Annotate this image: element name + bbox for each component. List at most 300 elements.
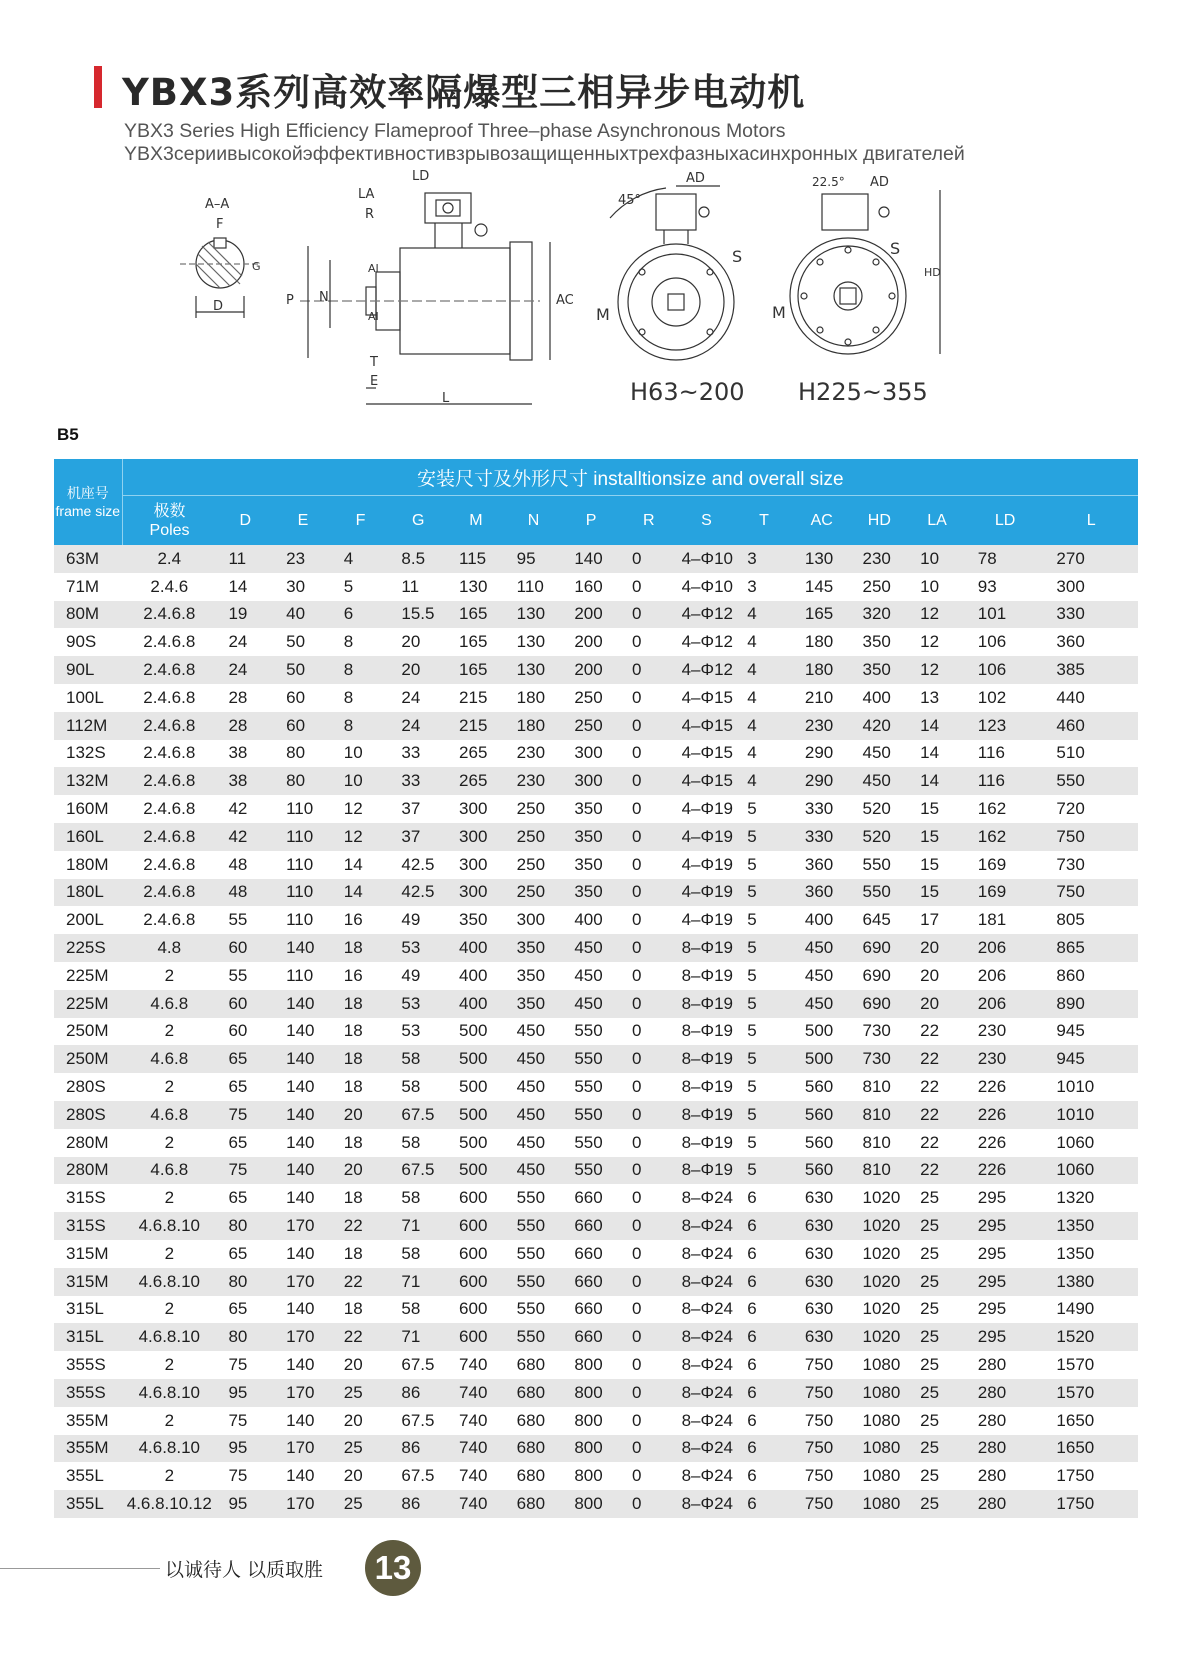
value-cell: 300 xyxy=(447,795,505,823)
value-cell: 11 xyxy=(216,545,274,573)
value-cell: 1060 xyxy=(1044,1129,1138,1157)
value-cell: 450 xyxy=(562,990,620,1018)
table-row xyxy=(54,879,1138,907)
value-cell: 200 xyxy=(562,628,620,656)
value-cell: 250 xyxy=(562,712,620,740)
value-cell: 1020 xyxy=(851,1268,909,1296)
column-header-s: S xyxy=(678,496,736,546)
value-cell: 12 xyxy=(908,628,966,656)
value-cell: 140 xyxy=(274,934,332,962)
frame-size-cell: 225M xyxy=(54,990,122,1018)
value-cell: 690 xyxy=(851,990,909,1018)
value-cell: 6 xyxy=(735,1462,793,1490)
value-cell: 550 xyxy=(505,1323,563,1351)
value-cell: 53 xyxy=(389,990,447,1018)
value-cell: 215 xyxy=(447,684,505,712)
value-cell: 13 xyxy=(908,684,966,712)
value-cell: 22 xyxy=(332,1323,390,1351)
value-cell: 0 xyxy=(620,1435,678,1463)
value-cell: 295 xyxy=(966,1240,1045,1268)
value-cell: 865 xyxy=(1044,934,1138,962)
value-cell: 810 xyxy=(851,1129,909,1157)
value-cell: 6 xyxy=(735,1407,793,1435)
value-cell: 162 xyxy=(966,823,1045,851)
value-cell: 8–Φ19 xyxy=(678,1045,736,1073)
value-cell: 1020 xyxy=(851,1212,909,1240)
value-cell: 300 xyxy=(562,767,620,795)
value-cell: 660 xyxy=(562,1268,620,1296)
value-cell: 14 xyxy=(332,879,390,907)
value-cell: 25 xyxy=(908,1490,966,1518)
table-row xyxy=(54,1045,1138,1073)
value-cell: 5 xyxy=(735,795,793,823)
value-cell: 42.5 xyxy=(389,879,447,907)
value-cell: 450 xyxy=(562,934,620,962)
value-cell: 350 xyxy=(505,934,563,962)
svg-text:AI: AI xyxy=(368,310,379,323)
value-cell: 550 xyxy=(851,879,909,907)
value-cell: 1080 xyxy=(851,1462,909,1490)
value-cell: 450 xyxy=(851,740,909,768)
value-cell: 0 xyxy=(620,1379,678,1407)
value-cell: 20 xyxy=(908,934,966,962)
value-cell: 295 xyxy=(966,1268,1045,1296)
value-cell: 130 xyxy=(447,573,505,601)
value-cell: 265 xyxy=(447,740,505,768)
value-cell: 280 xyxy=(966,1435,1045,1463)
value-cell: 1380 xyxy=(1044,1268,1138,1296)
value-cell: 0 xyxy=(620,1490,678,1518)
value-cell: 560 xyxy=(793,1101,851,1129)
value-cell: 0 xyxy=(620,740,678,768)
value-cell: 250 xyxy=(851,573,909,601)
value-cell: 630 xyxy=(793,1296,851,1324)
value-cell: 1020 xyxy=(851,1296,909,1324)
value-cell: 95 xyxy=(216,1379,274,1407)
value-cell: 450 xyxy=(505,1157,563,1185)
table-row xyxy=(54,1296,1138,1324)
frame-size-cell: 80M xyxy=(54,601,122,629)
value-cell: 86 xyxy=(389,1490,447,1518)
value-cell: 0 xyxy=(620,1407,678,1435)
value-cell: 0 xyxy=(620,656,678,684)
value-cell: 30 xyxy=(274,573,332,601)
value-cell: 22 xyxy=(332,1212,390,1240)
value-cell: 600 xyxy=(447,1296,505,1324)
value-cell: 4–Φ12 xyxy=(678,628,736,656)
value-cell: 8–Φ19 xyxy=(678,1018,736,1046)
value-cell: 60 xyxy=(216,990,274,1018)
value-cell: 350 xyxy=(447,906,505,934)
value-cell: 102 xyxy=(966,684,1045,712)
value-cell: 1080 xyxy=(851,1490,909,1518)
value-cell: 660 xyxy=(562,1296,620,1324)
value-cell: 180 xyxy=(793,628,851,656)
value-cell: 60 xyxy=(216,934,274,962)
value-cell: 8–Φ19 xyxy=(678,962,736,990)
column-header-f: F xyxy=(332,496,390,546)
value-cell: 600 xyxy=(447,1240,505,1268)
value-cell: 500 xyxy=(447,1129,505,1157)
value-cell: 300 xyxy=(505,906,563,934)
value-cell: 162 xyxy=(966,795,1045,823)
table-body xyxy=(54,545,1138,1518)
value-cell: 0 xyxy=(620,628,678,656)
value-cell: 38 xyxy=(216,767,274,795)
value-cell: 680 xyxy=(505,1462,563,1490)
column-header-e: E xyxy=(274,496,332,546)
value-cell: 15 xyxy=(908,795,966,823)
value-cell: 450 xyxy=(562,962,620,990)
value-cell: 206 xyxy=(966,962,1045,990)
value-cell: 4–Φ15 xyxy=(678,767,736,795)
frame-size-cell: 355S xyxy=(54,1351,122,1379)
dimension-table xyxy=(54,459,1138,1518)
value-cell: 1080 xyxy=(851,1407,909,1435)
value-cell: 0 xyxy=(620,1240,678,1268)
value-cell: 0 xyxy=(620,795,678,823)
value-cell: 4–Φ19 xyxy=(678,851,736,879)
value-cell: 5 xyxy=(735,962,793,990)
value-cell: 800 xyxy=(562,1462,620,1490)
value-cell: 550 xyxy=(562,1045,620,1073)
value-cell: 660 xyxy=(562,1240,620,1268)
value-cell: 500 xyxy=(793,1018,851,1046)
frame-size-cell: 71M xyxy=(54,573,122,601)
value-cell: 8–Φ24 xyxy=(678,1240,736,1268)
value-cell: 1570 xyxy=(1044,1379,1138,1407)
table-row xyxy=(54,934,1138,962)
table-row xyxy=(54,906,1138,934)
value-cell: 67.5 xyxy=(389,1407,447,1435)
frame-size-cell: 355L xyxy=(54,1462,122,1490)
value-cell: 140 xyxy=(274,990,332,1018)
value-cell: 95 xyxy=(216,1490,274,1518)
svg-text:G: G xyxy=(252,260,261,273)
value-cell: 6 xyxy=(735,1184,793,1212)
value-cell: 60 xyxy=(274,684,332,712)
value-cell: 22 xyxy=(908,1045,966,1073)
value-cell: 520 xyxy=(851,823,909,851)
value-cell: 65 xyxy=(216,1240,274,1268)
value-cell: 1020 xyxy=(851,1240,909,1268)
poles-cell: 2.4.6.8 xyxy=(122,823,216,851)
value-cell: 14 xyxy=(332,851,390,879)
value-cell: 110 xyxy=(274,906,332,934)
frame-size-cell: 315L xyxy=(54,1296,122,1324)
value-cell: 140 xyxy=(274,1407,332,1435)
value-cell: 18 xyxy=(332,1045,390,1073)
value-cell: 20 xyxy=(908,962,966,990)
value-cell: 14 xyxy=(908,740,966,768)
value-cell: 25 xyxy=(908,1212,966,1240)
value-cell: 645 xyxy=(851,906,909,934)
value-cell: 75 xyxy=(216,1462,274,1490)
table-row xyxy=(54,795,1138,823)
column-header-p: P xyxy=(562,496,620,546)
value-cell: 226 xyxy=(966,1101,1045,1129)
poles-cell: 2 xyxy=(122,962,216,990)
value-cell: 180 xyxy=(505,712,563,740)
frame-size-cell: 160M xyxy=(54,795,122,823)
poles-cell: 2.4.6.8 xyxy=(122,712,216,740)
value-cell: 8 xyxy=(332,712,390,740)
value-cell: 0 xyxy=(620,1462,678,1490)
value-cell: 560 xyxy=(793,1157,851,1185)
table-row xyxy=(54,1240,1138,1268)
value-cell: 1080 xyxy=(851,1379,909,1407)
value-cell: 660 xyxy=(562,1212,620,1240)
frame-size-cell: 280M xyxy=(54,1129,122,1157)
poles-cell: 2 xyxy=(122,1073,216,1101)
value-cell: 215 xyxy=(447,712,505,740)
value-cell: 75 xyxy=(216,1351,274,1379)
value-cell: 4 xyxy=(735,740,793,768)
value-cell: 1650 xyxy=(1044,1435,1138,1463)
poles-cell: 4.6.8.10 xyxy=(122,1379,216,1407)
value-cell: 500 xyxy=(447,1157,505,1185)
value-cell: 4–Φ15 xyxy=(678,712,736,740)
table-row xyxy=(54,1323,1138,1351)
value-cell: 75 xyxy=(216,1101,274,1129)
poles-cell: 2.4.6.8 xyxy=(122,684,216,712)
value-cell: 8 xyxy=(332,684,390,712)
svg-text:HD: HD xyxy=(924,266,941,279)
value-cell: 0 xyxy=(620,962,678,990)
value-cell: 226 xyxy=(966,1073,1045,1101)
value-cell: 28 xyxy=(216,684,274,712)
value-cell: 25 xyxy=(908,1462,966,1490)
value-cell: 110 xyxy=(274,795,332,823)
table-row xyxy=(54,767,1138,795)
value-cell: 0 xyxy=(620,573,678,601)
value-cell: 8–Φ24 xyxy=(678,1184,736,1212)
value-cell: 0 xyxy=(620,545,678,573)
value-cell: 86 xyxy=(389,1435,447,1463)
value-cell: 720 xyxy=(1044,795,1138,823)
value-cell: 58 xyxy=(389,1296,447,1324)
value-cell: 5 xyxy=(735,906,793,934)
value-cell: 550 xyxy=(562,1073,620,1101)
value-cell: 500 xyxy=(447,1018,505,1046)
value-cell: 0 xyxy=(620,906,678,934)
value-cell: 945 xyxy=(1044,1045,1138,1073)
value-cell: 165 xyxy=(447,601,505,629)
value-cell: 4 xyxy=(735,628,793,656)
value-cell: 20 xyxy=(332,1351,390,1379)
value-cell: 250 xyxy=(505,823,563,851)
frame-size-cell: 315L xyxy=(54,1323,122,1351)
side-view-drawing xyxy=(286,169,574,406)
poles-cell: 2 xyxy=(122,1462,216,1490)
value-cell: 71 xyxy=(389,1323,447,1351)
value-cell: 169 xyxy=(966,879,1045,907)
table-row xyxy=(54,1212,1138,1240)
value-cell: 230 xyxy=(793,712,851,740)
value-cell: 140 xyxy=(274,1157,332,1185)
value-cell: 295 xyxy=(966,1296,1045,1324)
caption-small-frames: H63~200 xyxy=(630,378,745,406)
value-cell: 1010 xyxy=(1044,1101,1138,1129)
value-cell: 810 xyxy=(851,1157,909,1185)
value-cell: 140 xyxy=(562,545,620,573)
table-row xyxy=(54,1379,1138,1407)
value-cell: 58 xyxy=(389,1240,447,1268)
value-cell: 20 xyxy=(332,1157,390,1185)
column-header-ld: LD xyxy=(966,496,1045,546)
value-cell: 71 xyxy=(389,1212,447,1240)
value-cell: 350 xyxy=(505,962,563,990)
value-cell: 20 xyxy=(332,1407,390,1435)
table-row xyxy=(54,990,1138,1018)
value-cell: 25 xyxy=(908,1323,966,1351)
value-cell: 0 xyxy=(620,851,678,879)
value-cell: 4–Φ12 xyxy=(678,601,736,629)
table-row xyxy=(54,1184,1138,1212)
value-cell: 42 xyxy=(216,795,274,823)
value-cell: 8–Φ24 xyxy=(678,1351,736,1379)
value-cell: 22 xyxy=(908,1129,966,1157)
value-cell: 630 xyxy=(793,1268,851,1296)
value-cell: 50 xyxy=(274,628,332,656)
value-cell: 130 xyxy=(505,628,563,656)
value-cell: 8–Φ24 xyxy=(678,1462,736,1490)
value-cell: 14 xyxy=(908,767,966,795)
value-cell: 500 xyxy=(793,1045,851,1073)
svg-text:AD: AD xyxy=(870,175,889,190)
svg-text:T: T xyxy=(370,355,378,370)
value-cell: 130 xyxy=(505,601,563,629)
value-cell: 130 xyxy=(793,545,851,573)
value-cell: 520 xyxy=(851,795,909,823)
value-cell: 300 xyxy=(1044,573,1138,601)
value-cell: 8–Φ24 xyxy=(678,1268,736,1296)
value-cell: 6 xyxy=(735,1490,793,1518)
table-row xyxy=(54,1101,1138,1129)
value-cell: 4–Φ15 xyxy=(678,740,736,768)
value-cell: 360 xyxy=(793,879,851,907)
value-cell: 330 xyxy=(793,795,851,823)
value-cell: 22 xyxy=(908,1101,966,1129)
value-cell: 226 xyxy=(966,1157,1045,1185)
poles-cell: 2 xyxy=(122,1240,216,1268)
value-cell: 110 xyxy=(274,851,332,879)
table-row xyxy=(54,1129,1138,1157)
svg-text:AD: AD xyxy=(686,171,705,186)
value-cell: 3 xyxy=(735,545,793,573)
value-cell: 18 xyxy=(332,990,390,1018)
value-cell: 18 xyxy=(332,1296,390,1324)
value-cell: 10 xyxy=(332,740,390,768)
value-cell: 4 xyxy=(735,712,793,740)
table-row xyxy=(54,1435,1138,1463)
value-cell: 25 xyxy=(908,1296,966,1324)
column-header-ac: AC xyxy=(793,496,851,546)
value-cell: 12 xyxy=(908,601,966,629)
value-cell: 8–Φ24 xyxy=(678,1379,736,1407)
value-cell: 20 xyxy=(908,990,966,1018)
value-cell: 75 xyxy=(216,1157,274,1185)
value-cell: 750 xyxy=(1044,879,1138,907)
value-cell: 5 xyxy=(735,851,793,879)
frame-size-header: 机座号 frame size xyxy=(54,459,122,545)
value-cell: 1020 xyxy=(851,1323,909,1351)
value-cell: 320 xyxy=(851,601,909,629)
value-cell: 350 xyxy=(562,851,620,879)
value-cell: 450 xyxy=(505,1018,563,1046)
value-cell: 60 xyxy=(216,1018,274,1046)
value-cell: 58 xyxy=(389,1073,447,1101)
value-cell: 48 xyxy=(216,851,274,879)
value-cell: 560 xyxy=(793,1073,851,1101)
value-cell: 170 xyxy=(274,1435,332,1463)
value-cell: 890 xyxy=(1044,990,1138,1018)
poles-cell: 4.6.8.10 xyxy=(122,1323,216,1351)
poles-cell: 4.6.8 xyxy=(122,1045,216,1073)
value-cell: 33 xyxy=(389,740,447,768)
value-cell: 200 xyxy=(562,601,620,629)
value-cell: 165 xyxy=(447,656,505,684)
value-cell: 140 xyxy=(274,1045,332,1073)
value-cell: 4 xyxy=(735,767,793,795)
value-cell: 0 xyxy=(620,1212,678,1240)
value-cell: 65 xyxy=(216,1184,274,1212)
value-cell: 170 xyxy=(274,1490,332,1518)
value-cell: 350 xyxy=(851,628,909,656)
value-cell: 80 xyxy=(216,1212,274,1240)
value-cell: 37 xyxy=(389,823,447,851)
value-cell: 12 xyxy=(332,795,390,823)
value-cell: 330 xyxy=(793,823,851,851)
value-cell: 6 xyxy=(332,601,390,629)
value-cell: 280 xyxy=(966,1407,1045,1435)
value-cell: 5 xyxy=(735,823,793,851)
value-cell: 25 xyxy=(908,1240,966,1268)
table-row xyxy=(54,712,1138,740)
value-cell: 180 xyxy=(505,684,563,712)
value-cell: 510 xyxy=(1044,740,1138,768)
value-cell: 67.5 xyxy=(389,1101,447,1129)
value-cell: 10 xyxy=(908,545,966,573)
column-header-n: N xyxy=(505,496,563,546)
value-cell: 680 xyxy=(505,1379,563,1407)
value-cell: 22 xyxy=(908,1157,966,1185)
value-cell: 5 xyxy=(735,1045,793,1073)
caption-large-frames: H225~355 xyxy=(798,378,928,406)
value-cell: 25 xyxy=(908,1184,966,1212)
value-cell: 6 xyxy=(735,1435,793,1463)
value-cell: 800 xyxy=(562,1490,620,1518)
poles-cell: 2.4.6.8 xyxy=(122,906,216,934)
poles-cell: 4.6.8 xyxy=(122,1101,216,1129)
value-cell: 0 xyxy=(620,1129,678,1157)
value-cell: 58 xyxy=(389,1184,447,1212)
value-cell: 80 xyxy=(216,1323,274,1351)
value-cell: 400 xyxy=(447,990,505,1018)
value-cell: 14 xyxy=(908,712,966,740)
value-cell: 300 xyxy=(562,740,620,768)
value-cell: 450 xyxy=(793,934,851,962)
value-cell: 67.5 xyxy=(389,1157,447,1185)
value-cell: 12 xyxy=(908,656,966,684)
table-row xyxy=(54,1268,1138,1296)
value-cell: 170 xyxy=(274,1323,332,1351)
frame-size-cell: 160L xyxy=(54,823,122,851)
value-cell: 140 xyxy=(274,1101,332,1129)
svg-text:AI: AI xyxy=(368,262,379,275)
table-row xyxy=(54,573,1138,601)
value-cell: 945 xyxy=(1044,1018,1138,1046)
